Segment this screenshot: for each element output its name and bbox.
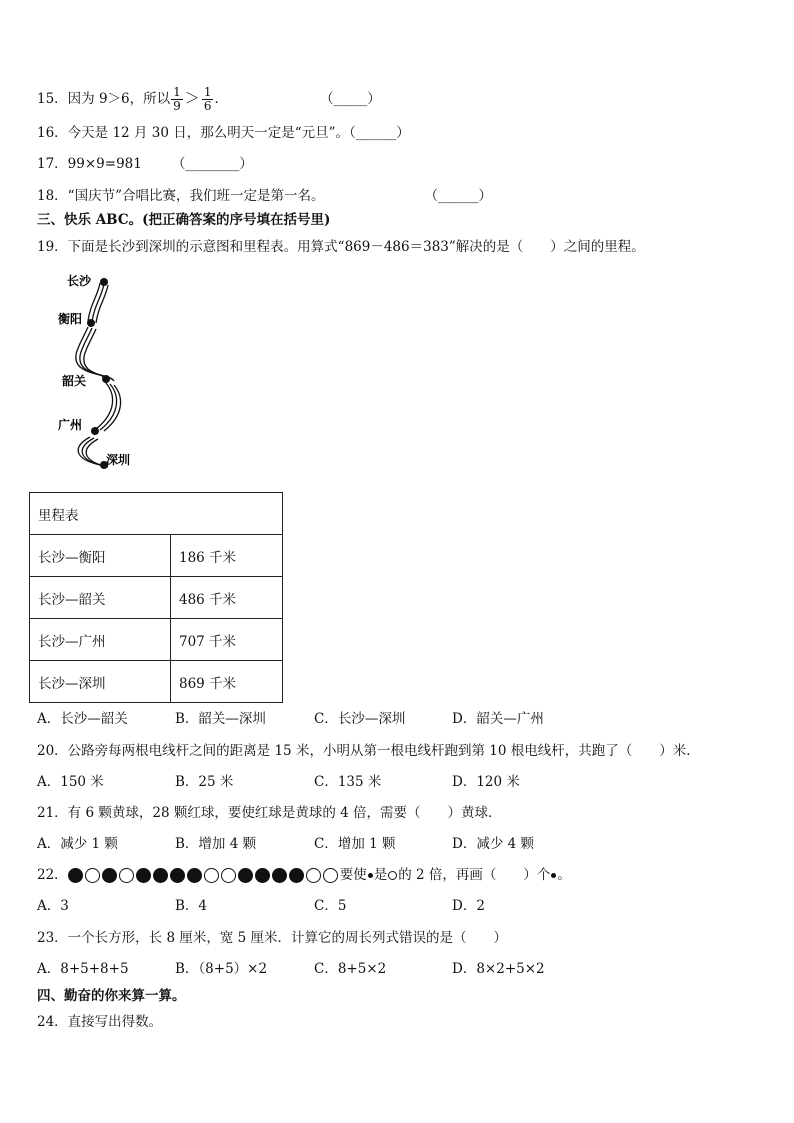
- station-hengyang: [87, 319, 95, 327]
- option-b[interactable]: B．4: [175, 898, 208, 914]
- option-a[interactable]: A．长沙—韶关: [37, 711, 128, 727]
- table-row: 长沙—衡阳 186 千米: [30, 535, 283, 577]
- filled-circle-icon: [68, 868, 83, 883]
- option-a[interactable]: A．减少 1 颗: [37, 836, 118, 852]
- option-b[interactable]: B．25 米: [175, 774, 234, 790]
- question-16: 16．今天是 12 月 30 日，那么明天一定是“元旦”。（______）: [37, 125, 410, 141]
- option-d[interactable]: D．120 米: [452, 774, 520, 790]
- filled-circle-icon: [153, 868, 168, 883]
- answer-blank-17[interactable]: （________）: [171, 156, 253, 172]
- option-c[interactable]: C．长沙—深圳: [314, 711, 406, 727]
- option-c[interactable]: C．增加 1 颗: [314, 836, 396, 852]
- question-24: 24．直接写出得数。: [37, 1014, 163, 1030]
- filled-circle-icon: [136, 868, 151, 883]
- hollow-circle-icon: [119, 868, 134, 883]
- table-title-row: [30, 493, 283, 535]
- option-c[interactable]: C．135 米: [314, 774, 382, 790]
- hollow-circle-icon: [204, 868, 219, 883]
- question-18: 18．“国庆节”合唱比赛，我们班一定是第一名。 （______）: [37, 188, 492, 204]
- question-22: 22． 要使 是 的 2 倍，再画（ ）个 。: [37, 867, 571, 883]
- filled-circle-icon: [289, 868, 304, 883]
- filled-circle-icon: [102, 868, 117, 883]
- option-c[interactable]: C．8+5×2: [314, 961, 387, 977]
- circle-sequence: [68, 867, 340, 883]
- label-hengyang: 衡阳: [58, 312, 83, 326]
- option-a[interactable]: A．8+5+8+5: [37, 961, 129, 977]
- hollow-circle-icon: [85, 868, 100, 883]
- option-d[interactable]: D．8×2+5×2: [452, 961, 545, 977]
- filled-circle-icon: [272, 868, 287, 883]
- hollow-circle-icon: [388, 871, 397, 880]
- filled-circle-icon: [170, 868, 185, 883]
- mileage-table: [29, 492, 283, 703]
- question-19: 19．下面是长沙到深圳的示意图和里程表。用算式“869－486＝383”解决的是（ ）之间的里程。: [37, 239, 645, 255]
- question-20: 20．公路旁每两根电线杆之间的距离是 15 米，小明从第一根电线杆跑到第 10 根电线杆，共跑了（ ）米．: [37, 743, 700, 759]
- label-shaoguan: 韶关: [62, 374, 87, 388]
- table-title: 里程表: [30, 493, 283, 535]
- station-guangzhou: [91, 427, 99, 435]
- option-d[interactable]: D．韶关—广州: [452, 711, 544, 727]
- option-d[interactable]: D．2: [452, 898, 485, 914]
- table-row: 长沙—广州 707 千米: [30, 619, 283, 661]
- filled-dot-icon: [368, 873, 373, 878]
- station-shaoguan: [102, 375, 110, 383]
- table-row: 长沙—韶关 486 千米: [30, 577, 283, 619]
- option-b[interactable]: B．（8+5）×2: [175, 961, 268, 977]
- question-23: 23．一个长方形，长 8 厘米，宽 5 厘米．计算它的周长列式错误的是（ ）: [37, 930, 508, 946]
- label-shenzhen: 深圳: [106, 453, 131, 467]
- question-21: 21．有 6 颗黄球，28 颗红球，要使红球是黄球的 4 倍，需要（ ）黄球．: [37, 805, 502, 821]
- label-changsha: 长沙: [67, 274, 92, 288]
- filled-circle-icon: [255, 868, 270, 883]
- hollow-circle-icon: [323, 868, 338, 883]
- label-guangzhou: 广州: [58, 418, 83, 432]
- answer-blank-18[interactable]: （______）: [424, 188, 492, 204]
- question-17: 17．99×9=981 （________）: [37, 156, 253, 172]
- option-b[interactable]: B．韶关—深圳: [175, 711, 266, 727]
- section-4-title: 四、勤奋的你来算一算。: [37, 988, 186, 1004]
- option-b[interactable]: B．增加 4 颗: [175, 836, 257, 852]
- question-15: 15．因为 9＞6，所以 $\frac{1}{9}$ ＞ $\frac{1}{6}$ ． （_____）: [37, 85, 381, 113]
- option-d[interactable]: D．减少 4 颗: [452, 836, 534, 852]
- fraction-one-ninth: $\frac{1}{9}$: [173, 85, 181, 113]
- hollow-circle-icon: [306, 868, 321, 883]
- option-a[interactable]: A．150 米: [37, 774, 104, 790]
- hollow-circle-icon: [221, 868, 236, 883]
- station-changsha: [100, 278, 108, 286]
- route-diagram: [40, 265, 160, 480]
- filled-dot-icon: [551, 873, 556, 878]
- table-row: 长沙—深圳 869 千米: [30, 661, 283, 703]
- section-3-title: 三、快乐 ABC。(把正确答案的序号填在括号里): [37, 212, 331, 228]
- route-map: [40, 265, 160, 480]
- answer-blank-15[interactable]: （_____）: [319, 91, 381, 107]
- option-c[interactable]: C．5: [314, 898, 347, 914]
- fraction-one-sixth: $\frac{1}{6}$: [203, 85, 212, 113]
- option-a[interactable]: A．3: [37, 898, 69, 914]
- filled-circle-icon: [187, 868, 202, 883]
- filled-circle-icon: [238, 868, 253, 883]
